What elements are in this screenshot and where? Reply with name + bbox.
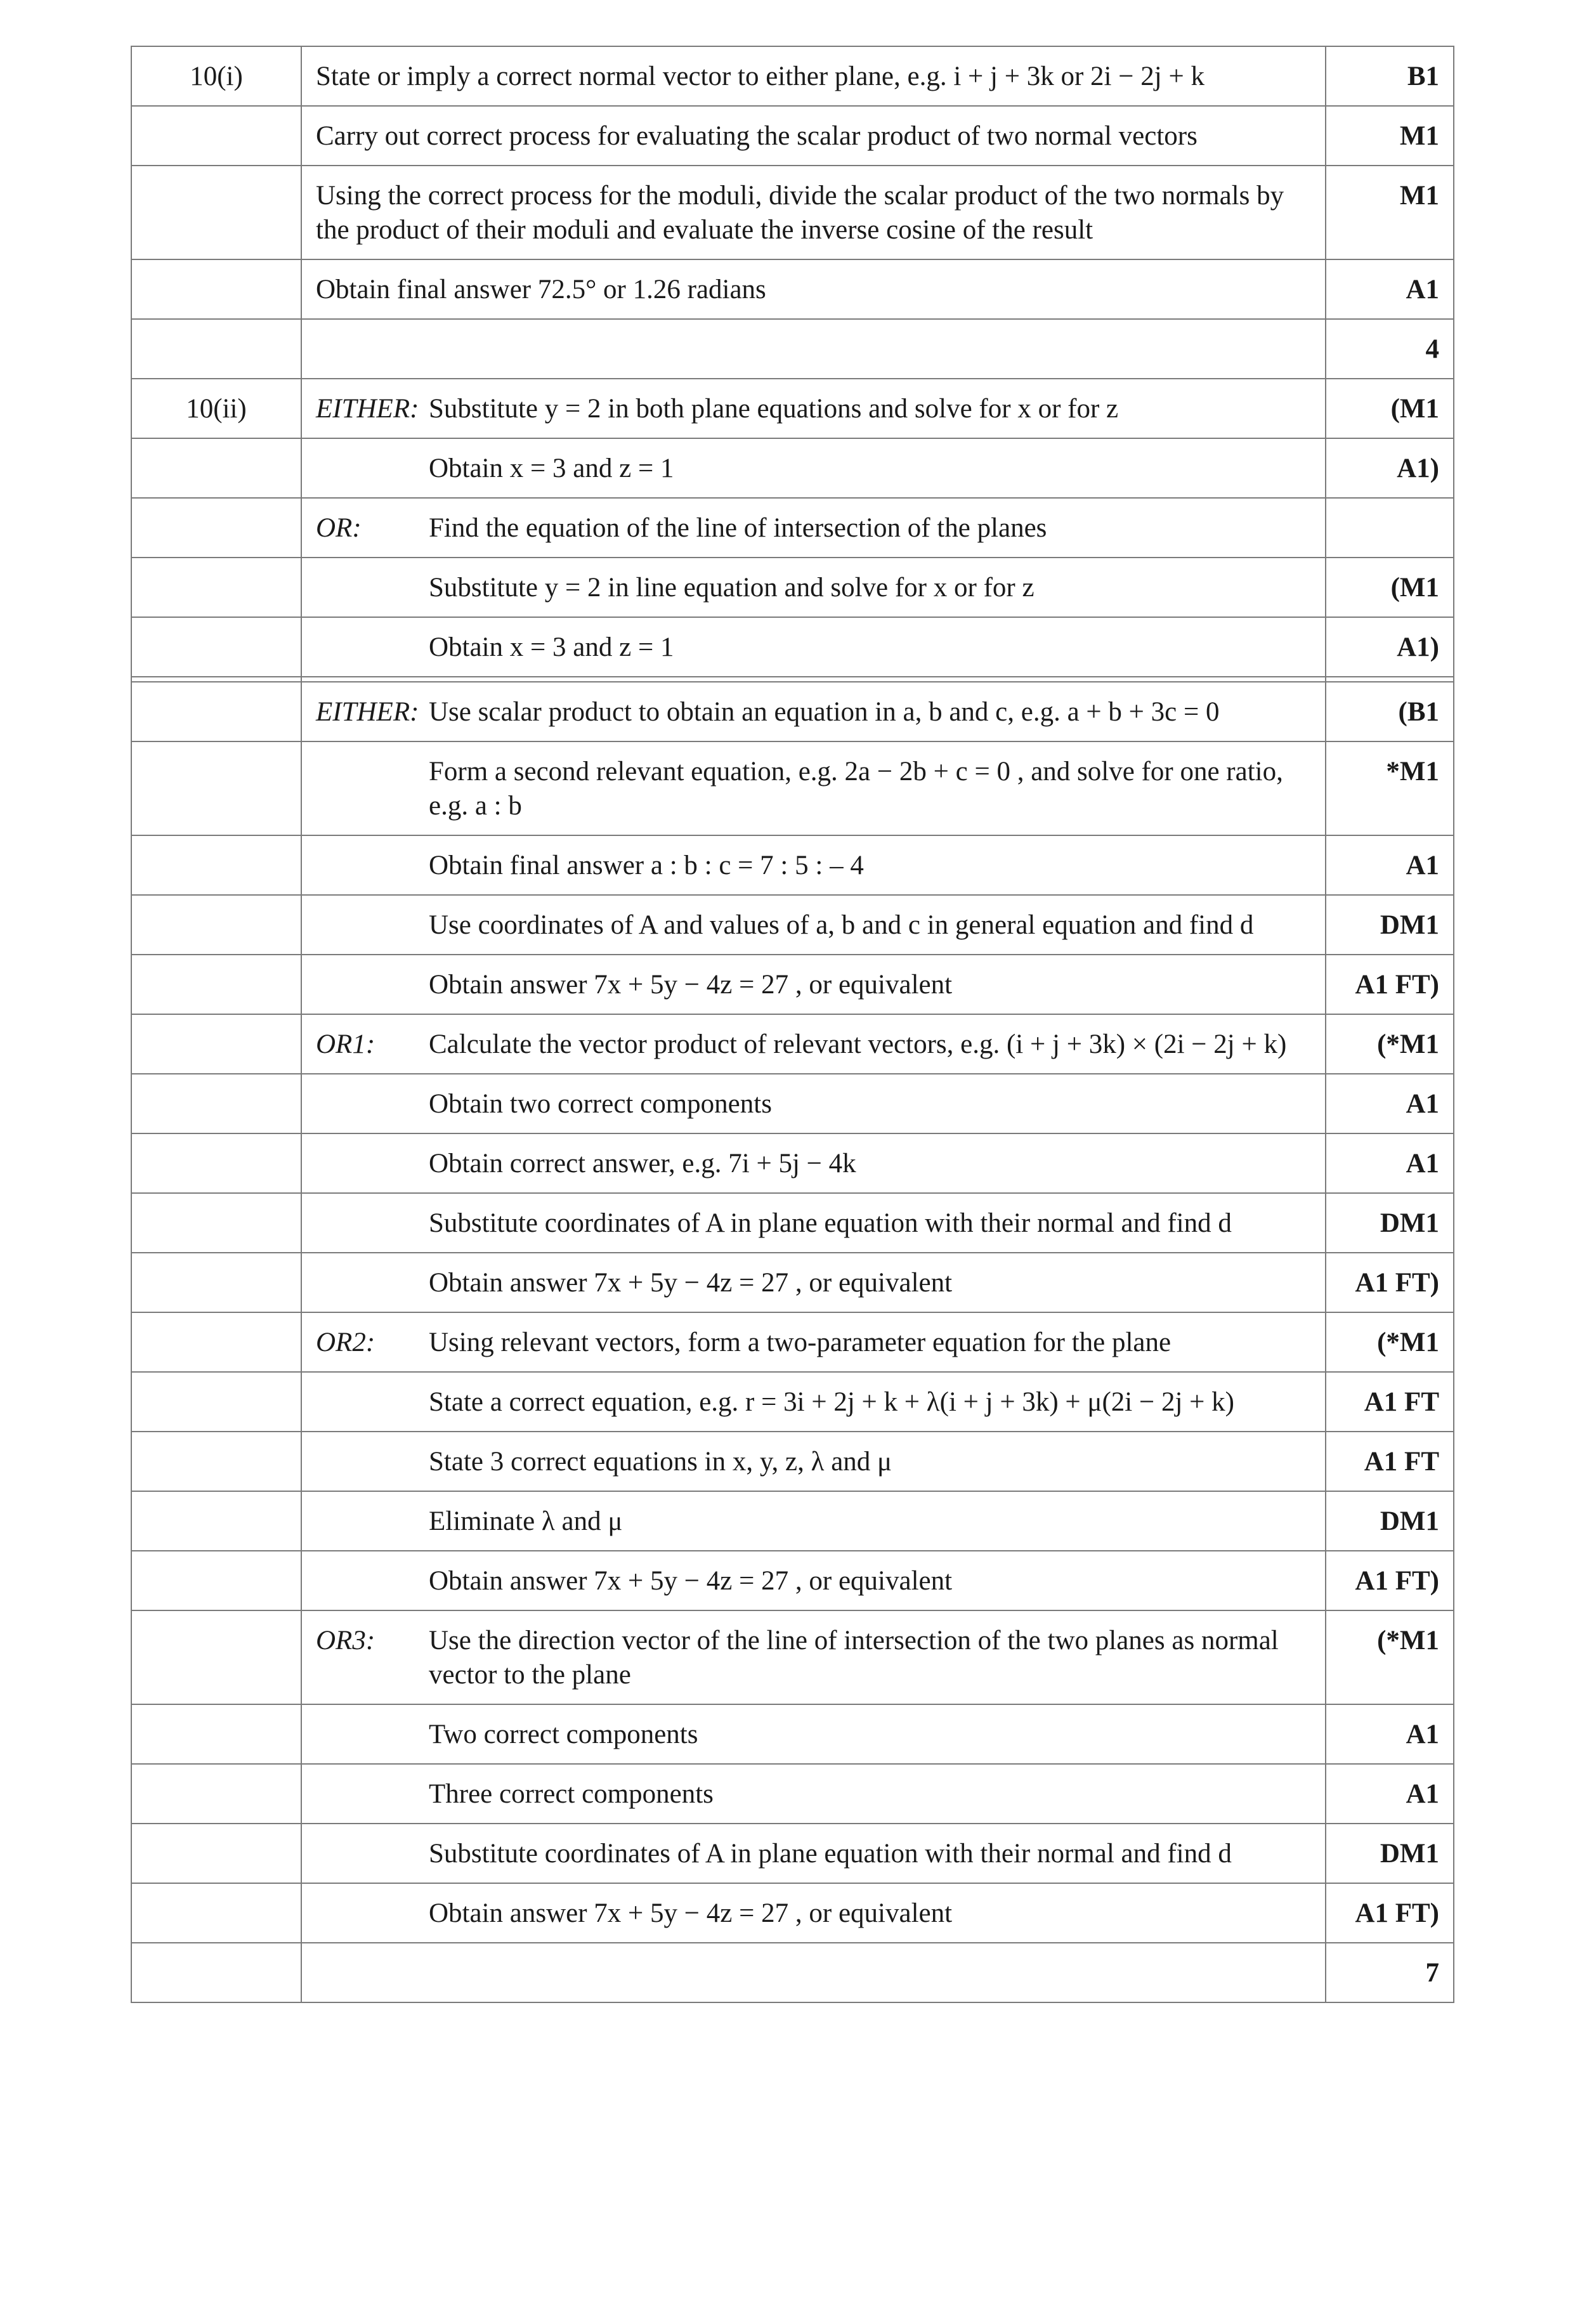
answer-cell xyxy=(301,1824,1326,1883)
answer-text: Obtain answer 7x + 5y − 4z = 27 , or equivalent xyxy=(429,1268,953,1298)
mark-cell: A1 xyxy=(1326,835,1454,895)
answer-cell xyxy=(301,617,1326,677)
mark-row xyxy=(131,955,1454,1014)
mark-cell: DM1 xyxy=(1326,895,1454,955)
question-number-cell xyxy=(131,1883,301,1943)
mark-cell: A1) xyxy=(1326,617,1454,677)
question-number-cell: 10(ii) xyxy=(131,379,301,438)
answer-cell xyxy=(301,1764,1326,1824)
method-label: OR1: xyxy=(316,1029,375,1059)
question-number-cell xyxy=(131,1551,301,1610)
question-number-cell xyxy=(131,682,301,741)
question-number-cell xyxy=(131,1312,301,1372)
mark-cell: A1 xyxy=(1326,1133,1454,1193)
answer-text: Obtain final answer a : b : c = 7 : 5 : – 4 xyxy=(429,851,864,880)
question-number-cell xyxy=(131,1432,301,1491)
answer-text: Obtain x = 3 and z = 1 xyxy=(429,632,674,662)
answer-text: Use coordinates of A and values of a, b and c in general equation and find d xyxy=(429,910,1254,940)
mark-cell: (*M1 xyxy=(1326,1312,1454,1372)
answer-cell xyxy=(301,1704,1326,1764)
mark-row xyxy=(131,558,1454,617)
mark-row xyxy=(131,895,1454,955)
question-number-cell xyxy=(131,617,301,677)
answer-cell xyxy=(301,319,1326,379)
double-rule xyxy=(131,677,1454,682)
answer-text: State 3 correct equations in x, y, z, λ and μ xyxy=(429,1447,892,1477)
mark-cell: DM1 xyxy=(1326,1491,1454,1551)
mark-row xyxy=(131,438,1454,498)
answer-text: Substitute y = 2 in both plane equations and solve for x or for z xyxy=(429,394,1119,424)
answer-cell xyxy=(301,682,1326,741)
answer-text: Using relevant vectors, form a two-parameter equation for the plane xyxy=(429,1328,1172,1357)
mark-row xyxy=(131,1764,1454,1824)
mark-cell: DM1 xyxy=(1326,1193,1454,1253)
mark-row xyxy=(131,1193,1454,1253)
mark-row xyxy=(131,1704,1454,1764)
question-number-cell xyxy=(131,895,301,955)
question-number-cell xyxy=(131,438,301,498)
part-ii-section-b xyxy=(131,682,1454,2002)
question-number-cell xyxy=(131,835,301,895)
mark-row xyxy=(131,617,1454,677)
rule-cell xyxy=(1326,677,1454,682)
answer-text: Obtain answer 7x + 5y − 4z = 27 , or equivalent xyxy=(429,1566,953,1596)
question-number-cell xyxy=(131,1943,301,2002)
mark-cell: A1 xyxy=(1326,1764,1454,1824)
answer-cell xyxy=(301,558,1326,617)
answer-text: Obtain x = 3 and z = 1 xyxy=(429,454,674,483)
mark-cell: (M1 xyxy=(1326,558,1454,617)
answer-cell: Obtain final answer 72.5° or 1.26 radians xyxy=(301,259,1326,319)
mark-cell: A1 FT) xyxy=(1326,1551,1454,1610)
answer-cell xyxy=(301,955,1326,1014)
mark-row xyxy=(131,1551,1454,1610)
answer-cell xyxy=(301,1133,1326,1193)
mark-row xyxy=(131,46,1454,106)
mark-cell: A1 xyxy=(1326,259,1454,319)
answer-text: Obtain correct answer, e.g. 7i + 5j − 4k xyxy=(429,1149,856,1178)
answer-text: Use scalar product to obtain an equation in a, b and c, e.g. a + b + 3c = 0 xyxy=(429,697,1220,727)
answer-text: Two correct components xyxy=(429,1720,698,1749)
question-number-cell xyxy=(131,741,301,835)
answer-cell xyxy=(301,1193,1326,1253)
mark-row xyxy=(131,106,1454,166)
answer-text: Substitute coordinates of A in plane equation with their normal and find d xyxy=(429,1839,1232,1869)
question-number-cell xyxy=(131,1610,301,1704)
mark-cell: A1 FT) xyxy=(1326,1883,1454,1943)
mark-cell: A1 xyxy=(1326,1074,1454,1133)
rule-cell xyxy=(301,677,1326,682)
answer-text: State a correct equation, e.g. r = 3i + 2j + k + λ(i + j + 3k) + μ(2i − 2j + k) xyxy=(429,1387,1234,1417)
method-label: OR: xyxy=(316,513,362,543)
question-number-cell xyxy=(131,106,301,166)
method-label: EITHER: xyxy=(316,697,419,727)
mark-cell: 7 xyxy=(1326,1943,1454,2002)
answer-cell: State or imply a correct normal vector to either plane, e.g. i + j + 3k or 2i − 2j + k xyxy=(301,46,1326,106)
section-separator xyxy=(131,677,1454,682)
mark-row xyxy=(131,741,1454,835)
mark-cell: M1 xyxy=(1326,166,1454,259)
answer-cell xyxy=(301,1551,1326,1610)
method-label: OR3: xyxy=(316,1626,375,1655)
question-number-cell xyxy=(131,1074,301,1133)
mark-row xyxy=(131,1883,1454,1943)
question-number-cell xyxy=(131,1133,301,1193)
answer-cell: Carry out correct process for evaluating the scalar product of two normal vectors xyxy=(301,106,1326,166)
mark-cell: *M1 xyxy=(1326,741,1454,835)
question-number-cell xyxy=(131,558,301,617)
answer-cell: Using the correct process for the moduli, divide the scalar product of the two normals by the product of their moduli and evaluate the inverse cosine of the result xyxy=(301,166,1326,259)
mark-row xyxy=(131,1312,1454,1372)
mark-cell: (*M1 xyxy=(1326,1014,1454,1074)
answer-text: Obtain two correct components xyxy=(429,1089,772,1119)
answer-cell xyxy=(301,1253,1326,1312)
answer-cell xyxy=(301,438,1326,498)
answer-cell xyxy=(301,1074,1326,1133)
mark-cell: A1 FT) xyxy=(1326,955,1454,1014)
mark-row xyxy=(131,1133,1454,1193)
answer-cell xyxy=(301,1312,1326,1372)
mark-cell: A1) xyxy=(1326,438,1454,498)
mark-row xyxy=(131,1943,1454,2002)
answer-text: Three correct components xyxy=(429,1779,714,1809)
mark-cell: DM1 xyxy=(1326,1824,1454,1883)
answer-cell xyxy=(301,1943,1326,2002)
question-number-cell xyxy=(131,319,301,379)
answer-text: Calculate the vector product of relevant vectors, e.g. (i + j + 3k) × (2i − 2j + k) xyxy=(429,1029,1287,1059)
answer-text: Obtain answer 7x + 5y − 4z = 27 , or equivalent xyxy=(429,970,953,1000)
answer-cell xyxy=(301,1372,1326,1432)
question-number-cell xyxy=(131,1253,301,1312)
answer-text: Substitute coordinates of A in plane equation with their normal and find d xyxy=(429,1208,1232,1238)
mark-scheme xyxy=(131,46,1453,2003)
mark-row xyxy=(131,835,1454,895)
answer-text: Form a second relevant equation, e.g. 2a − 2b + c = 0 , and solve for one ratio, e.g. a : b xyxy=(429,757,1283,821)
mark-cell: B1 xyxy=(1326,46,1454,106)
mark-row xyxy=(131,1491,1454,1551)
answer-cell xyxy=(301,498,1326,558)
mark-cell: A1 FT xyxy=(1326,1372,1454,1432)
mark-row xyxy=(131,379,1454,438)
answer-text: Find the equation of the line of intersection of the planes xyxy=(429,513,1047,543)
mark-cell xyxy=(1326,498,1454,558)
answer-cell xyxy=(301,379,1326,438)
mark-row xyxy=(131,1432,1454,1491)
mark-row xyxy=(131,1372,1454,1432)
part-ii-section-a xyxy=(131,379,1454,677)
answer-cell xyxy=(301,1014,1326,1074)
answer-cell xyxy=(301,1432,1326,1491)
question-number-cell xyxy=(131,1372,301,1432)
part-i-section xyxy=(131,46,1454,379)
question-number-cell xyxy=(131,955,301,1014)
question-number-cell xyxy=(131,259,301,319)
answer-cell xyxy=(301,895,1326,955)
mark-row xyxy=(131,166,1454,259)
answer-cell xyxy=(301,1491,1326,1551)
question-number-cell xyxy=(131,1193,301,1253)
question-number-cell xyxy=(131,1764,301,1824)
mark-cell: (B1 xyxy=(1326,682,1454,741)
mark-row xyxy=(131,498,1454,558)
question-number-cell xyxy=(131,1014,301,1074)
mark-row xyxy=(131,682,1454,741)
method-label: OR2: xyxy=(316,1328,375,1357)
answer-text: Use the direction vector of the line of intersection of the two planes as normal vector to the plane xyxy=(429,1626,1279,1690)
mark-row xyxy=(131,1253,1454,1312)
mark-scheme-table xyxy=(131,46,1454,2003)
method-label: EITHER: xyxy=(316,394,419,424)
question-number-cell xyxy=(131,1704,301,1764)
mark-row xyxy=(131,259,1454,319)
question-number-cell xyxy=(131,1824,301,1883)
answer-text: Eliminate λ and μ xyxy=(429,1506,623,1536)
answer-cell xyxy=(301,835,1326,895)
rule-cell xyxy=(131,677,301,682)
mark-cell: A1 xyxy=(1326,1704,1454,1764)
question-number-cell xyxy=(131,166,301,259)
answer-cell xyxy=(301,741,1326,835)
answer-cell xyxy=(301,1883,1326,1943)
mark-row xyxy=(131,1014,1454,1074)
question-number-cell: 10(i) xyxy=(131,46,301,106)
mark-cell: (M1 xyxy=(1326,379,1454,438)
mark-row xyxy=(131,1824,1454,1883)
mark-row xyxy=(131,319,1454,379)
mark-row xyxy=(131,1074,1454,1133)
question-number-cell xyxy=(131,498,301,558)
mark-cell: A1 FT xyxy=(1326,1432,1454,1491)
answer-text: Obtain answer 7x + 5y − 4z = 27 , or equivalent xyxy=(429,1898,953,1928)
mark-cell: M1 xyxy=(1326,106,1454,166)
question-number-cell xyxy=(131,1491,301,1551)
mark-cell: (*M1 xyxy=(1326,1610,1454,1704)
mark-cell: 4 xyxy=(1326,319,1454,379)
mark-cell: A1 FT) xyxy=(1326,1253,1454,1312)
answer-cell xyxy=(301,1610,1326,1704)
mark-row xyxy=(131,1610,1454,1704)
answer-text: Substitute y = 2 in line equation and solve for x or for z xyxy=(429,573,1035,603)
